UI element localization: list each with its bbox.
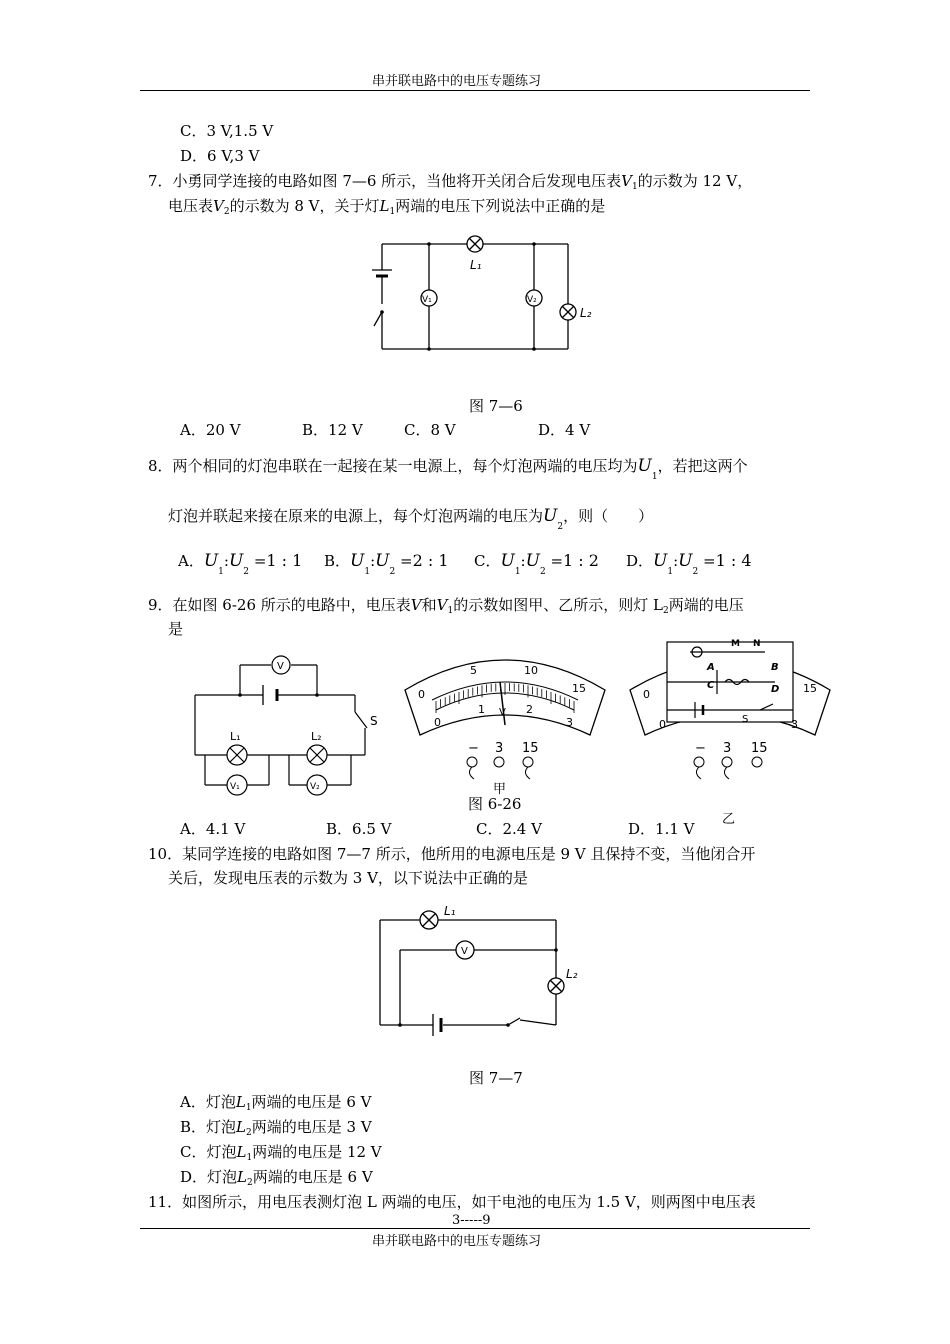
q9-label-jia: 甲 [493, 782, 507, 797]
yi-inset-c: C [707, 680, 715, 691]
q10-figure-caption: 图 7—7 [469, 1069, 523, 1087]
yi-bot-0: 0 [659, 718, 666, 731]
q10-lamp1-label: L₁ [444, 904, 456, 918]
footer-rule [140, 1228, 810, 1229]
voltmeter-jia [400, 640, 610, 790]
yi-term-3: 3 [723, 741, 732, 756]
q9-option-d: D．1.1 V [628, 820, 695, 838]
q7-figure-caption: 图 7—6 [469, 397, 523, 415]
q7-option-b: B．12 V [302, 421, 363, 439]
q10-stem-line1: 10．某同学连接的电路如图 7—7 所示，他所用的电源电压是 9 V 且保持不变，当他闭合开 [148, 845, 756, 863]
q10-option-b: B．灯泡$L_2$两端的电压是 3 V [180, 1118, 372, 1138]
q9-circuit-l1-label: L₁ [230, 730, 241, 743]
jia-top-10: 10 [524, 664, 538, 677]
jia-bot-2: 2 [526, 703, 533, 716]
q8-stem-line1: 8．两个相同的灯泡串联在一起接在某一电源上，每个灯泡两端的电压均为$U_1$，若把这两个 [148, 456, 748, 482]
q7-option-a: A．20 V [180, 421, 241, 439]
q7-meter2-label: V₂ [527, 295, 537, 305]
figure-7-6-circuit [360, 232, 610, 357]
q9-figure-caption: 图 6-26 [468, 795, 522, 813]
yi-inset-d: D [771, 684, 780, 695]
q10-meter-label: V [461, 946, 468, 957]
yi-top-15: 15 [803, 682, 817, 695]
q10-stem-line2: 关后，发现电压表的示数为 3 V，以下说法中正确的是 [168, 869, 528, 887]
yi-inset-m: M [731, 639, 740, 649]
jia-term-neg: − [468, 741, 479, 756]
page-header-title: 串并联电路中的电压专题练习 [372, 74, 542, 89]
q7-stem-line2: 电压表$V_2$的示数为 8 V，关于灯$L_1$两端的电压下列说法中正确的是 [168, 197, 606, 217]
q7-option-d: D．4 V [538, 421, 591, 439]
q6-option-c: C．3 V,1.5 V [180, 122, 274, 140]
jia-unit: V [499, 707, 506, 718]
q8-option-a: A．$U_1:U_2 =1$ : 1 [178, 551, 303, 577]
yi-term-neg: − [695, 741, 706, 756]
q9-options [180, 818, 694, 839]
q8-option-d: D．$U_1:U_2 =1$ : 4 [626, 551, 752, 577]
q7-lamp1-label: L₁ [470, 258, 482, 272]
figure-6-26-circuit [185, 650, 385, 800]
jia-bot-1: 1 [478, 703, 485, 716]
jia-term-3: 3 [495, 741, 504, 756]
jia-bot-0: 0 [434, 716, 441, 729]
q9-circuit-l2-label: L₂ [311, 730, 322, 743]
yi-term-15: 15 [751, 741, 768, 756]
q10-option-c: C．灯泡$L_1$两端的电压是 12 V [180, 1143, 382, 1163]
q9-circuit-v-label: V [277, 661, 284, 672]
q7-option-c: C．8 V [404, 421, 456, 439]
q7-options [180, 419, 590, 440]
q9-option-a: A．4.1 V [180, 820, 246, 838]
q10-lamp2-label: L₂ [566, 967, 578, 981]
jia-term-15: 15 [522, 741, 539, 756]
q9-circuit-v1-label: V₁ [230, 782, 240, 792]
q8-options [178, 550, 752, 577]
footer-page-number: 3-----9 [452, 1213, 491, 1228]
yi-inset-n: N [753, 639, 761, 649]
footer-title: 串并联电路中的电压专题练习 [372, 1234, 542, 1249]
q10-option-d: D．灯泡$L_2$两端的电压是 6 V [180, 1168, 373, 1188]
voltmeter-yi [625, 630, 835, 790]
q7-meter1-label: V₁ [422, 295, 432, 305]
yi-inset-s: S [742, 714, 749, 725]
yi-bot-3: 3 [791, 718, 798, 731]
q8-stem-line2: 灯泡并联起来接在原来的电源上，每个灯泡两端的电压为$U_2$，则（ ） [168, 506, 654, 532]
q9-circuit-v2-label: V₂ [310, 782, 320, 792]
jia-bot-3: 3 [566, 716, 573, 729]
q11-stem-line1: 11．如图所示，用电压表测灯泡 L 两端的电压，如干电池的电压为 1.5 V，则两图中电压表 [148, 1193, 756, 1211]
q9-circuit-s-label: S [370, 714, 378, 728]
yi-inset-a: A [707, 662, 715, 673]
q6-option-d: D．6 V,3 V [180, 147, 260, 165]
q7-stem-line1: 7．小勇同学连接的电路如图 7—6 所示，当他将开关闭合后发现电压表$V_1$的示数为 12 V， [148, 172, 753, 192]
jia-top-15: 15 [572, 682, 586, 695]
q10-option-a: A．灯泡$L_1$两端的电压是 6 V [180, 1093, 372, 1113]
yi-inset-b: B [771, 662, 779, 673]
jia-top-0: 0 [418, 688, 425, 701]
jia-top-5: 5 [470, 664, 477, 677]
q9-option-b: B．6.5 V [326, 820, 392, 838]
q8-option-c: C．$U_1:U_2 =1$ : 2 [474, 551, 599, 577]
header-rule [140, 90, 810, 91]
yi-top-0: 0 [643, 688, 650, 701]
q9-label-yi: 乙 [722, 812, 736, 827]
q9-stem-line1: 9．在如图 6-26 所示的电路中，电压表V和$V_1$的示数如图甲、乙所示，则灯 $L_2$两端的电压 [148, 596, 744, 616]
q8-option-b: B．$U_1:U_2 =2$ : 1 [324, 551, 449, 577]
figure-7-7-circuit [368, 898, 598, 1038]
q9-stem-line2: 是 [168, 620, 184, 638]
q7-lamp2-label: L₂ [580, 306, 592, 320]
q9-option-c: C．2.4 V [476, 820, 542, 838]
